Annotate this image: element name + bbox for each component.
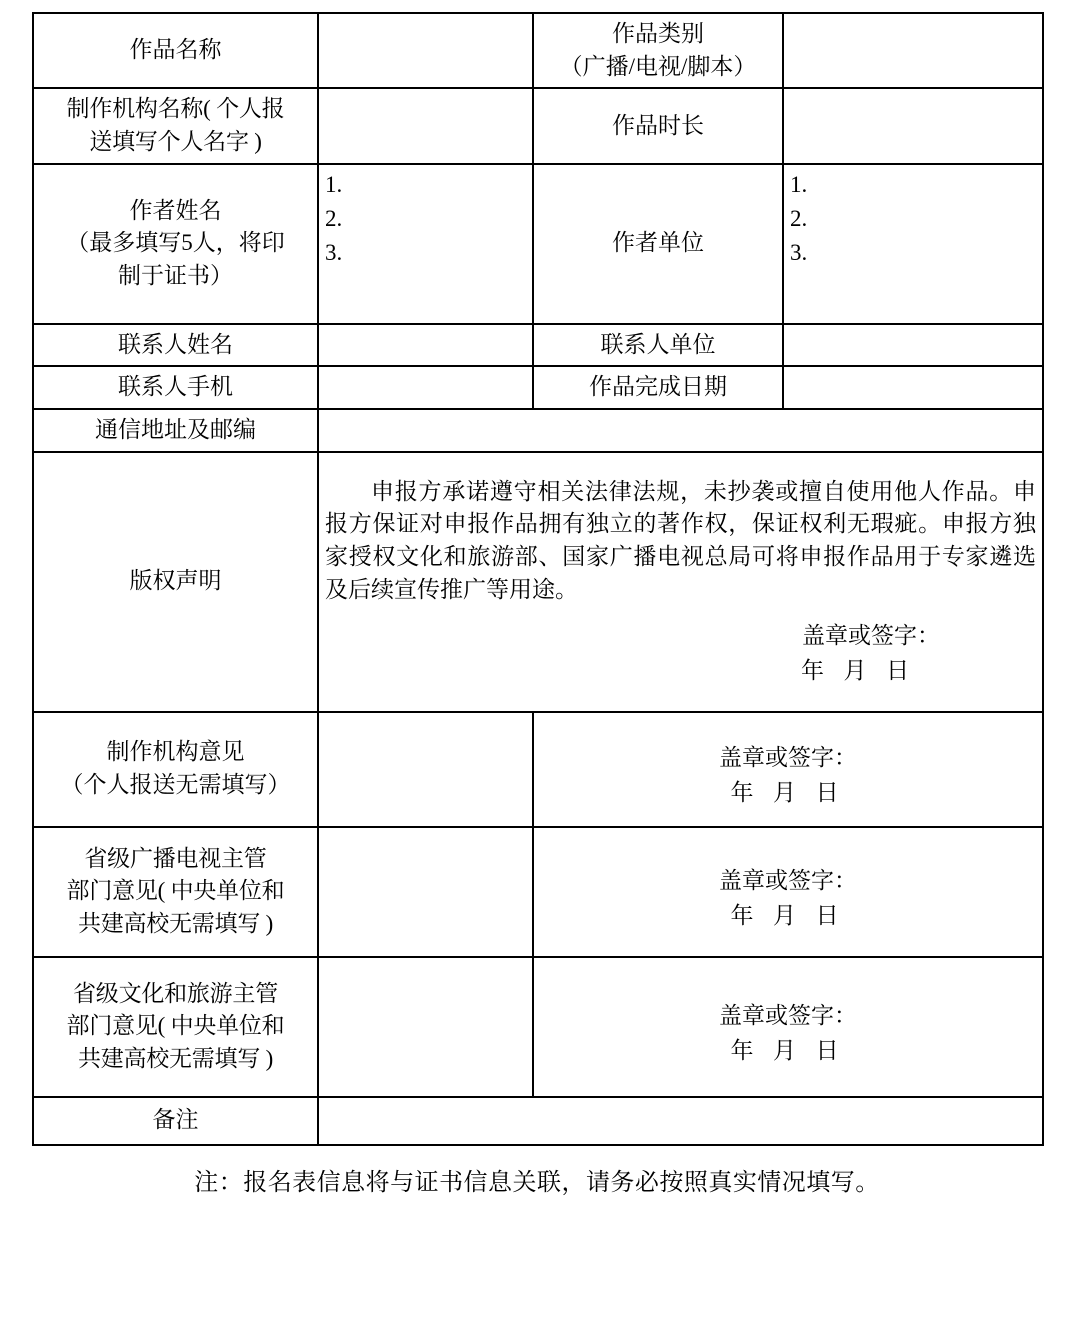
label-provincial-radio-opinion [33,827,318,957]
table-row-org-opinion [33,712,1043,827]
field-contact-name[interactable] [318,324,533,367]
field-address[interactable] [318,409,1043,452]
org-opinion-signature-cell [533,712,1043,827]
label-author-units: 作者单位 [533,164,783,324]
field-author-units[interactable] [783,164,1043,324]
org-opinion-signature-label: 盖章或签字： [719,745,857,771]
table-row-contact-phone [33,366,1043,409]
label-work-duration: 作品时长 [533,88,783,163]
footer-note: 注：报名表信息将与证书信息关联，请务必按照真实情况填写。 [194,1169,880,1196]
label-provincial-radio-opinion-line2: 部门意见( 中央单位和 [66,878,285,904]
table-row-remark [33,1097,1043,1145]
field-work-duration[interactable] [783,88,1043,163]
label-completion-date: 作品完成日期 [533,366,783,409]
label-provincial-culture-opinion [33,957,318,1097]
org-opinion-date-label[interactable]: 年 月 日 [730,780,846,806]
field-work-title[interactable] [318,13,533,88]
field-production-org[interactable] [318,88,533,163]
field-contact-unit[interactable] [783,324,1043,367]
label-author-names-line3: 制于证书） [118,262,233,288]
label-address: 通信地址及邮编 [33,409,318,452]
label-org-opinion-line2: （个人报送无需填写） [60,772,291,798]
author-unit-item-1[interactable]: 1. [790,171,808,197]
label-production-org-line2: 送填写个人名字 ) [89,128,262,154]
table-row-production-org [33,88,1043,163]
table-row-address [33,409,1043,452]
field-provincial-culture-opinion[interactable] [318,957,533,1097]
field-contact-phone[interactable] [318,366,533,409]
field-org-opinion[interactable] [318,712,533,827]
table-row-authors [33,164,1043,324]
provincial-radio-signature-cell [533,827,1043,957]
label-contact-name: 联系人姓名 [33,324,318,367]
label-production-org-line1: 制作机构名称( 个人报 [66,96,285,122]
table-row-provincial-culture-opinion [33,957,1043,1097]
copyright-date-label[interactable]: 年 月 日 [801,657,916,683]
provincial-culture-date-label[interactable]: 年 月 日 [730,1037,846,1063]
label-provincial-culture-opinion-line1: 省级文化和旅游主管 [73,980,278,1006]
application-form-table [32,12,1044,1146]
label-copyright-statement: 版权声明 [33,452,318,712]
label-author-names-line2: （最多填写5人，将印 [66,230,285,256]
label-work-category-line1: 作品类别 [612,21,704,46]
label-author-names-line1: 作者姓名 [129,197,222,223]
label-work-category [533,13,783,88]
label-org-opinion [33,712,318,827]
field-author-names[interactable] [318,164,533,324]
table-row-contact-name [33,324,1043,367]
label-provincial-radio-opinion-line3: 共建高校无需填写 ) [77,910,274,936]
label-provincial-culture-opinion-line2: 部门意见( 中央单位和 [66,1013,285,1039]
author-name-item-2[interactable]: 2. [325,205,343,231]
table-row-copyright [33,452,1043,712]
author-name-item-3[interactable]: 3. [325,239,343,265]
label-author-names [33,164,318,324]
author-name-item-1[interactable]: 1. [325,171,343,197]
label-work-category-line2: （广播/电视/脚本） [559,53,757,79]
label-contact-phone: 联系人手机 [33,366,318,409]
copyright-signature-label: 盖章或签字： [802,623,940,649]
field-remark[interactable] [318,1097,1043,1145]
table-row-work-title [33,13,1043,88]
author-unit-item-3[interactable]: 3. [790,239,808,265]
copyright-statement-text: 申报方承诺遵守相关法律法规，未抄袭或擅自使用他人作品。申报方保证对申报作品拥有独立的著作权，保证权利无瑕疵。申报方独家授权文化和旅游部、国家广播电视总局可将申报作品用于专家遴选及后续宣传推广等用途。 [325,478,1036,602]
copyright-statement-cell [318,452,1043,712]
field-work-category[interactable] [783,13,1043,88]
label-provincial-culture-opinion-line3: 共建高校无需填写 ) [77,1045,274,1071]
label-remark: 备注 [33,1097,318,1145]
provincial-radio-signature-label: 盖章或签字： [719,867,857,893]
table-row-provincial-radio-opinion [33,827,1043,957]
label-production-org [33,88,318,163]
author-unit-item-2[interactable]: 2. [790,205,808,231]
label-org-opinion-line1: 制作机构意见 [106,739,245,765]
provincial-culture-signature-cell [533,957,1043,1097]
label-work-title: 作品名称 [33,13,318,88]
label-contact-unit: 联系人单位 [533,324,783,367]
field-completion-date[interactable] [783,366,1043,409]
label-provincial-radio-opinion-line1: 省级广播电视主管 [84,845,267,871]
field-provincial-radio-opinion[interactable] [318,827,533,957]
provincial-radio-date-label[interactable]: 年 月 日 [730,902,846,928]
provincial-culture-signature-label: 盖章或签字： [719,1002,857,1028]
